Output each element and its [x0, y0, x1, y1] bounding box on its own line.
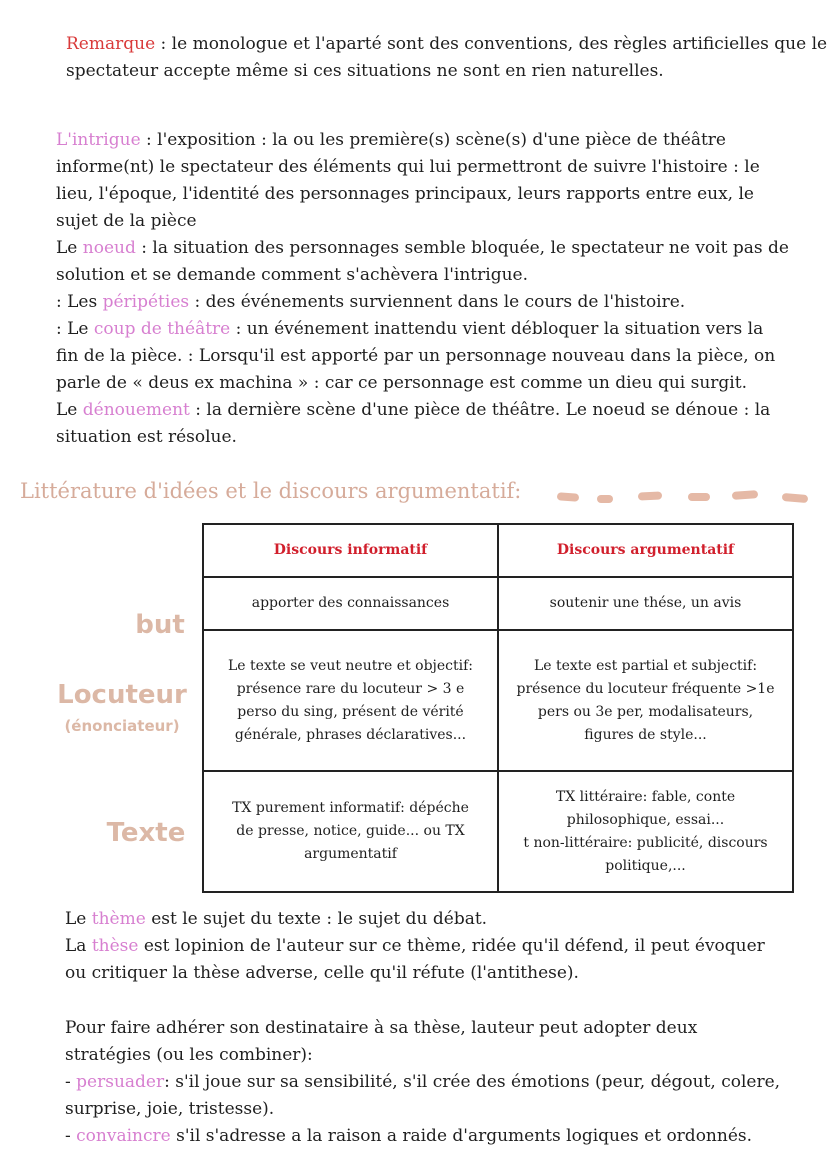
- table-row-but: [203, 577, 793, 630]
- coup-label: coup de théâtre: [93, 319, 231, 339]
- denouement-line-2: situation est résolue.: [56, 427, 237, 447]
- noeud-prefix: Le: [56, 238, 83, 258]
- intrigue-line-2: informe(nt) le spectateur des éléments qui lui permettront de suivre l'histoire : le: [56, 157, 760, 177]
- theme-line-1: est le sujet du texte : le sujet du débat.: [145, 909, 488, 929]
- strategies-line-1: Pour faire adhérer son destinataire à sa thèse, lauteur peut adopter deux: [65, 1018, 698, 1038]
- comparison-table: [202, 523, 794, 893]
- denouement-prefix: Le: [56, 400, 83, 420]
- cell-texte-informatif: [203, 771, 498, 892]
- decorative-dash: [688, 493, 710, 501]
- cell-line: TX littéraire: fable, conte: [555, 788, 736, 805]
- section-title: Littérature d'idées et le discours argumentatif:: [20, 479, 522, 503]
- cell-locuteur-argumentatif: [498, 630, 793, 771]
- denouement-label: dénouement: [82, 400, 190, 420]
- theme-label: thème: [91, 909, 146, 929]
- noeud-label: noeud: [82, 238, 136, 258]
- table-row-texte: [203, 771, 793, 892]
- these-label: thèse: [91, 936, 139, 956]
- denouement-line-1: : la dernière scène d'une pièce de théâtre. Le noeud se dénoue : la: [189, 400, 771, 420]
- remarque-line-2: spectateur accepte même si ces situations ne sont en rien naturelles.: [66, 61, 664, 81]
- persuader-prefix: -: [65, 1072, 77, 1092]
- peripeties-label: péripéties: [102, 292, 190, 312]
- cell-but-informatif: apporter des connaissances: [203, 577, 498, 630]
- theme-prefix: Le: [65, 909, 92, 929]
- row-label-texte: Texte: [106, 818, 186, 848]
- persuader-label: persuader: [76, 1072, 165, 1092]
- coup-prefix: : Le: [56, 319, 94, 339]
- noeud-line-2: solution et se demande comment s'achèvera l'intrigue.: [56, 265, 528, 285]
- these-prefix: La: [65, 936, 92, 956]
- intrigue-line-3: lieu, l'époque, l'identité des personnages principaux, leurs rapports entre eux, le: [56, 184, 754, 204]
- decorative-dash: [638, 491, 662, 500]
- convaincre-label: convaincre: [76, 1126, 171, 1146]
- coup-line-1: : un événement inattendu vient débloquer la situation vers la: [230, 319, 764, 339]
- cell-locuteur-informatif: [203, 630, 498, 771]
- cell-line: politique,...: [605, 857, 686, 874]
- header-informatif: Discours informatif: [203, 524, 498, 577]
- cell-line: présence du locuteur fréquente >1e: [516, 680, 775, 697]
- decorative-dash: [782, 493, 809, 503]
- convaincre-prefix: -: [65, 1126, 77, 1146]
- cell-line: TX purement informatif: dépéche: [232, 800, 469, 816]
- persuader-line-1: : s'il joue sur sa sensibilité, s'il crée des émotions (peur, dégout, colere,: [164, 1072, 781, 1092]
- intrigue-block: [56, 127, 789, 451]
- convaincre-line-1: s'il s'adresse a la raison a raide d'arguments logiques et ordonnés.: [170, 1126, 753, 1146]
- cell-line: argumentatif: [304, 846, 397, 862]
- peripeties-line-1: : des événements surviennent dans le cours de l'histoire.: [189, 292, 686, 312]
- cell-line: figures de style...: [584, 726, 707, 743]
- noeud-line-1: : la situation des personnages semble bloquée, le spectateur ne voit pas de: [135, 238, 789, 258]
- cell-line: pers ou 3e per, modalisateurs,: [537, 703, 754, 720]
- cell-line: Le texte se veut neutre et objectif:: [228, 657, 473, 674]
- intrigue-line-1: : l'exposition : la ou les première(s) scène(s) d'une pièce de théâtre: [140, 130, 726, 150]
- header-argumentatif: Discours argumentatif: [498, 524, 793, 577]
- intrigue-label: L'intrigue: [56, 130, 141, 150]
- cell-texte-argumentatif: [498, 771, 793, 892]
- cell-line: générale, phrases déclaratives...: [234, 726, 467, 743]
- remarque-line-1: : le monologue et l'aparté sont des conventions, des règles artificielles que le: [155, 34, 828, 54]
- persuader-line-2: surprise, joie, tristesse).: [65, 1099, 275, 1119]
- decorative-dash: [732, 490, 758, 500]
- row-label-enonciateur: (énonciateur): [64, 717, 180, 735]
- coup-line-2: fin de la pièce. : Lorsqu'il est apporté par un personnage nouveau dans la pièce, on: [56, 346, 776, 366]
- coup-line-3: parle de « deus ex machina » : car ce personnage est comme un dieu qui surgit.: [56, 373, 747, 393]
- row-label-but: but: [135, 610, 185, 640]
- strategies-block: [65, 1015, 780, 1150]
- row-label-locuteur: Locuteur: [57, 680, 187, 710]
- cell-but-argumentatif: soutenir une thése, un avis: [498, 577, 793, 630]
- remarque-paragraph: [66, 31, 827, 85]
- decorative-dash: [557, 492, 580, 502]
- these-line-1: est lopinion de l'auteur sur ce thème, ridée qu'il défend, il peut évoquer: [138, 936, 765, 956]
- these-line-2: ou critiquer la thèse adverse, celle qu'il réfute (l'antithese).: [65, 963, 579, 983]
- table-row-locuteur: [203, 630, 793, 771]
- cell-line: perso du sing, présent de vérité: [237, 703, 464, 720]
- intrigue-line-4: sujet de la pièce: [56, 211, 197, 231]
- strategies-line-2: stratégies (ou les combiner):: [65, 1045, 313, 1065]
- cell-line: philosophique, essai...: [566, 811, 725, 828]
- decorative-dash: [597, 495, 613, 503]
- cell-line: t non-littéraire: publicité, discours: [523, 834, 768, 851]
- theme-these-block: [65, 906, 765, 987]
- cell-line: de presse, notice, guide... ou TX: [236, 823, 465, 839]
- remarque-label: Remarque: [66, 34, 156, 54]
- cell-line: Le texte est partial et subjectif:: [533, 657, 758, 674]
- table-header-row: [203, 524, 793, 577]
- peripeties-prefix: : Les: [56, 292, 103, 312]
- cell-line: présence rare du locuteur > 3 e: [236, 680, 465, 697]
